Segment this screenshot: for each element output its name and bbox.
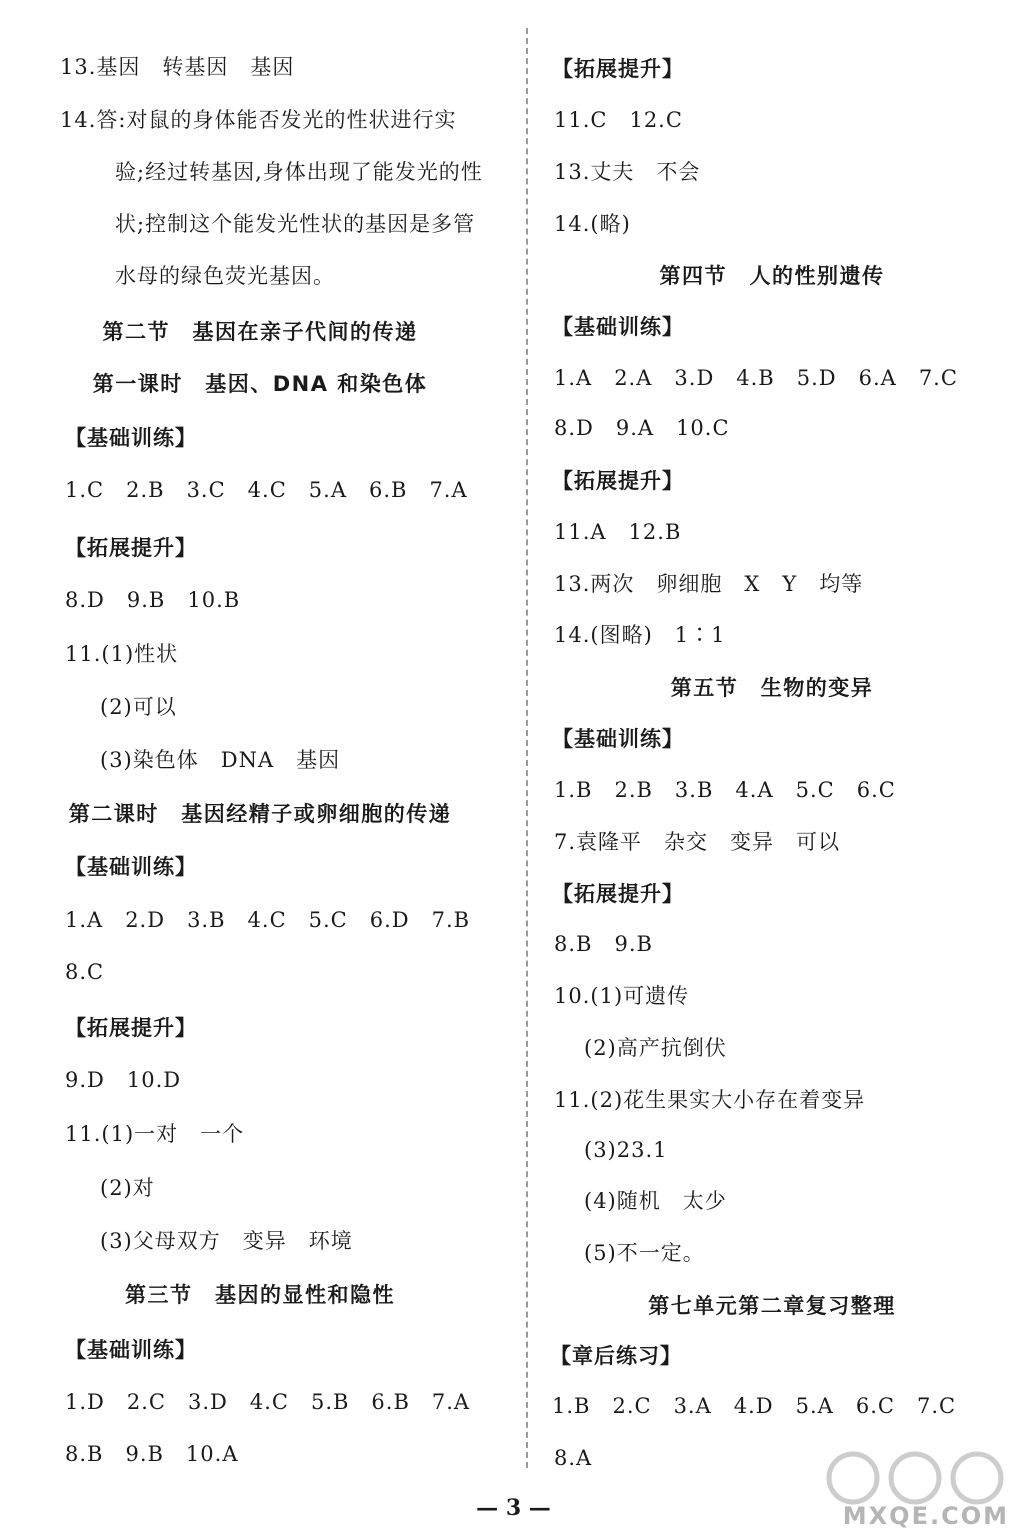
answer-line: 14.(略) xyxy=(554,212,631,236)
section-title: 第五节 生物的变异 xyxy=(670,676,874,700)
section-label: 【基础训练】 xyxy=(65,855,197,879)
answer-line: 11.(1)一对 一个 xyxy=(65,1122,245,1146)
watermark-text: MXQE.COM xyxy=(842,1502,1009,1530)
section-label: 【基础训练】 xyxy=(65,1338,197,1362)
answer-line: 1.D 2.C 3.D 4.C 5.B 6.B 7.A xyxy=(65,1390,471,1414)
answer-line: 11.C 12.C xyxy=(554,108,683,132)
answer-line: (5)不一定。 xyxy=(584,1241,705,1265)
answer-line: 8.A xyxy=(554,1446,593,1470)
answer-line: 11.(1)性状 xyxy=(65,642,179,666)
answer-line: (2)可以 xyxy=(100,695,177,719)
answer-line: 8.C xyxy=(65,960,105,984)
section-title: 第二节 基因在亲子代间的传递 xyxy=(102,320,418,344)
section-title: 第七单元第二章复习整理 xyxy=(648,1294,896,1318)
answer-line: 1.B 2.C 3.A 4.D 5.A 6.C 7.C xyxy=(552,1394,957,1418)
section-label: 【基础训练】 xyxy=(552,315,684,339)
answer-line: 8.D 9.A 10.C xyxy=(554,416,730,440)
answer-line: 11.(2)花生果实大小存在着变异 xyxy=(554,1088,866,1112)
section-label: 【拓展提升】 xyxy=(552,469,684,493)
answer-line: 1.B 2.B 3.B 4.A 5.C 6.C xyxy=(554,778,896,802)
answer-line: 7.袁隆平 杂交 变异 可以 xyxy=(554,830,841,854)
section-label: 【基础训练】 xyxy=(65,426,197,450)
section-label: 【拓展提升】 xyxy=(552,57,684,81)
column-divider xyxy=(526,28,528,1468)
answer-line: 8.D 9.B 10.B xyxy=(65,588,241,612)
answer-line: 8.B 9.B 10.A xyxy=(65,1442,239,1466)
answer-line: 1.C 2.B 3.C 4.C 5.A 6.B 7.A xyxy=(65,478,468,502)
answer-line: 13.两次 卵细胞 X Y 均等 xyxy=(554,572,864,596)
answer-line: 13.丈夫 不会 xyxy=(554,160,701,184)
answer-line: (4)随机 太少 xyxy=(584,1189,727,1213)
answer-line: 1.A 2.D 3.B 4.C 5.C 6.D 7.B xyxy=(65,908,471,932)
answer-line: 9.D 10.D xyxy=(65,1068,182,1092)
section-label: 【拓展提升】 xyxy=(65,1016,197,1040)
answer-line: 14.(图略) 1∶1 xyxy=(554,623,726,647)
section-label: 【基础训练】 xyxy=(552,727,684,751)
answer-line: 状;控制这个能发光性状的基因是多管 xyxy=(115,212,476,236)
answer-line: (3)23.1 xyxy=(584,1138,668,1162)
answer-line: 11.A 12.B xyxy=(554,520,682,544)
section-title: 第三节 基因的显性和隐性 xyxy=(125,1283,395,1307)
answer-line: 8.B 9.B xyxy=(554,932,653,956)
answer-line: 水母的绿色荧光基因。 xyxy=(115,264,335,288)
page-number: — 3 — xyxy=(476,1495,551,1521)
answer-line: 10.(1)可遗传 xyxy=(554,984,690,1008)
section-title: 第二课时 基因经精子或卵细胞的传递 xyxy=(68,802,452,826)
answer-line: (3)父母双方 变异 环境 xyxy=(100,1229,353,1253)
answer-line: (2)高产抗倒伏 xyxy=(584,1036,727,1060)
section-title: 第四节 人的性别遗传 xyxy=(659,264,885,288)
answer-line: (3)染色体 DNA 基因 xyxy=(100,748,341,772)
answer-line: (2)对 xyxy=(100,1176,155,1200)
section-title: 第一课时 基因、DNA 和染色体 xyxy=(92,372,428,396)
answer-line: 13.基因 转基因 基因 xyxy=(60,55,295,79)
answer-line: 14.答:对鼠的身体能否发光的性状进行实 xyxy=(60,108,457,132)
section-label: 【拓展提升】 xyxy=(65,536,197,560)
answer-line: 验;经过转基因,身体出现了能发光的性 xyxy=(115,160,483,184)
section-label: 【拓展提升】 xyxy=(552,882,684,906)
section-label: 【章后练习】 xyxy=(550,1344,682,1368)
answer-line: 1.A 2.A 3.D 4.B 5.D 6.A 7.C xyxy=(554,366,958,390)
